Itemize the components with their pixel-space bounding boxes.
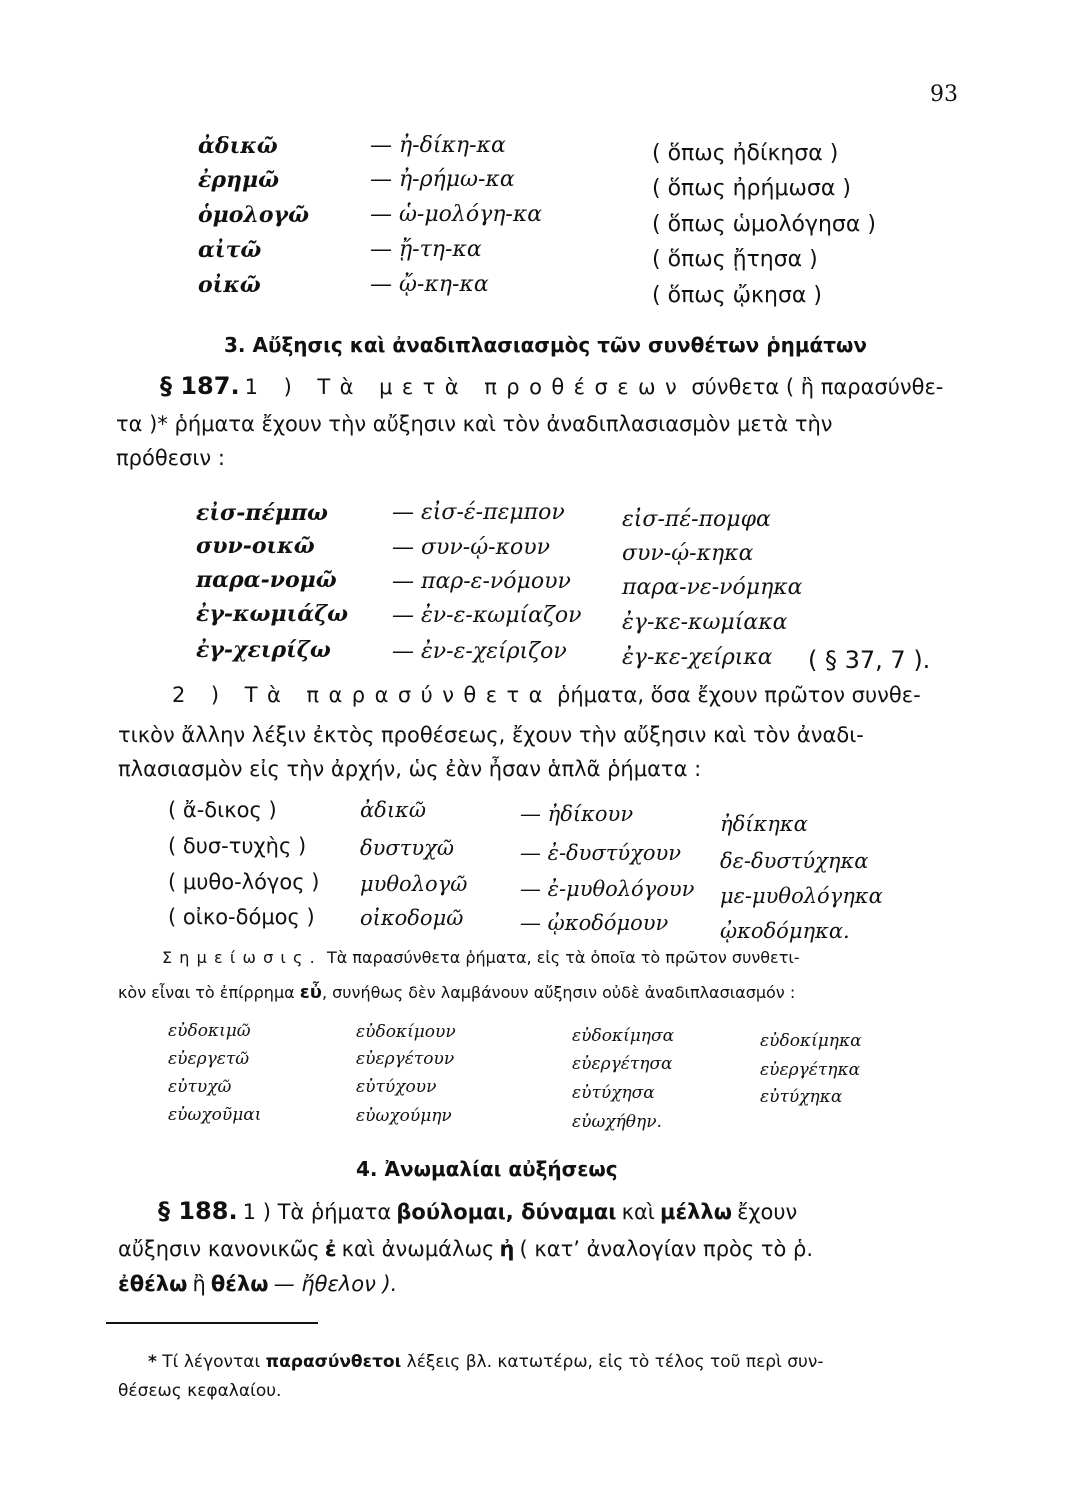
table-row-c1: ( οἰκο-δόμος ) <box>168 905 315 929</box>
table-row-c1: συν-οικῶ <box>196 533 315 559</box>
para-bold-text: ἐθέλω <box>118 1272 188 1296</box>
remark-line1 <box>162 948 800 967</box>
paragraph-188-line2 <box>118 1237 813 1261</box>
footnote-bold-text: παρασύνθετοι <box>265 1352 402 1372</box>
table-row-c1: εὐδοκιμῶ <box>168 1021 251 1041</box>
table-row-c2: εὐωχούμην <box>356 1106 452 1126</box>
table-row-c2: — εἰσ-έ-πεμπον <box>392 500 565 525</box>
table-row-c4: εὐδοκίμηκα <box>760 1031 862 1051</box>
para-bold-text: θέλω <box>210 1272 269 1296</box>
paragraph-188-line3 <box>118 1272 397 1296</box>
footnote-line1 <box>148 1352 823 1372</box>
para-text: σύνθετα ( ἢ παρασύνθε- <box>691 375 944 399</box>
page-number: 93 <box>930 82 958 107</box>
table-row-c3: — ᾠκοδόμουν <box>520 911 669 935</box>
table-row-c1: εὐεργετῶ <box>168 1049 250 1069</box>
paragraph-188-line1 <box>158 1197 797 1225</box>
table-row-form: — ἠ-δίκη-κα <box>370 133 506 158</box>
table-row-form: — ἠ-ρήμω-κα <box>370 167 515 192</box>
table-row-c3: παρα-νε-νόμηκα <box>622 575 803 600</box>
table-row-c1: ( ἄ-δικος ) <box>168 798 277 822</box>
table-row-note: ( ὅπως ᾔτησα ) <box>652 247 818 272</box>
table-row-c2: — ἐν-ε-χείριζον <box>392 639 567 664</box>
table-row-c2: — συν-ῴ-κουν <box>392 535 550 560</box>
table-row-c1: ( δυσ-τυχὴς ) <box>168 834 307 858</box>
table-row-note: ( ὅπως ἠρήμωσα ) <box>652 176 851 201</box>
table-row-c2: εὐτύχουν <box>356 1077 437 1097</box>
paragraph-2-line3: πλασιασμὸν εἰς τὴν ἀρχήν, ὡς ἐὰν ἦσαν ἁπλᾶ ῥήματα : <box>118 757 702 781</box>
section-heading-4: 4. Ἀνωμαλίαι αὐξήσεως <box>356 1157 618 1181</box>
para-text: — ἤθελον ). <box>273 1272 398 1296</box>
table-row-c4: εὐεργέτηκα <box>760 1060 861 1080</box>
para-text: ῥήματα, ὅσα ἔχουν πρῶτον συνθε- <box>556 683 921 707</box>
para-lead-spaced: 2 ) Τὰ παρασύνθετα <box>172 683 552 707</box>
table-row-c3: εὐεργέτησα <box>572 1054 673 1074</box>
section-number: § 187. <box>160 372 240 400</box>
table-row-c2: δυστυχῶ <box>360 836 454 860</box>
para-bold-text: βούλομαι, δύναμαι <box>396 1200 617 1224</box>
footnote-marker: * <box>148 1352 157 1372</box>
paragraph-187-line2: τα )* ῥήματα ἔχουν τὴν αὔξησιν καὶ τὸν ἀναδιπλασιασμὸν μετὰ τὴν <box>116 412 833 436</box>
table-row-c2: — ἐν-ε-κωμίαζον <box>392 603 582 628</box>
remark-text: κὸν εἶναι τὸ ἐπίρρημα <box>118 983 295 1002</box>
table-row-verb: οἰκῶ <box>198 272 261 298</box>
table-row-c2: οἰκοδομῶ <box>360 906 464 930</box>
cross-reference: ( § 37, 7 ). <box>808 646 931 674</box>
table-row-c3: εὐδοκίμησα <box>572 1026 675 1046</box>
para-lead-spaced: 1 ) Τὰ μετὰ προθέσεων <box>244 375 687 399</box>
table-row-c1: εὐτυχῶ <box>168 1077 232 1097</box>
para-text: καὶ ἀνωμάλως <box>341 1237 495 1261</box>
para-text: ἔχουν <box>737 1200 798 1224</box>
remark-text: , συνήθως δὲν λαμβάνουν αὔξησιν οὐδὲ ἀναδιπλασιασμόν : <box>321 983 796 1002</box>
table-row-c3: εἰσ-πέ-πομφα <box>622 507 771 532</box>
table-row-note: ( ὅπως ἠδίκησα ) <box>652 141 839 166</box>
footnote-line2: θέσεως κεφαλαίου. <box>118 1381 282 1401</box>
paragraph-2-line2: τικὸν ἄλλην λέξιν ἐκτὸς προθέσεως, ἔχουν τὴν αὔξησιν καὶ τὸν ἀναδι- <box>118 723 864 747</box>
table-row-form: — ᾔ-τη-κα <box>370 237 482 262</box>
table-row-verb: ἐρημῶ <box>198 167 280 193</box>
remark-text: Τὰ παρασύνθετα ῥήματα, εἰς τὰ ὁποῖα τὸ πρῶτον συνθετι- <box>327 948 800 967</box>
table-row-c2: εὐεργέτουν <box>356 1049 455 1069</box>
para-text: ( κατ’ ἀναλογίαν πρὸς τὸ ῥ. <box>519 1237 814 1261</box>
remark-bold-word: εὖ <box>299 982 322 1003</box>
table-row-c3: — ἐ-μυθολόγουν <box>520 877 695 901</box>
table-row-c4: ἠδίκηκα <box>720 812 808 836</box>
table-row-note: ( ὅπως ὡμολόγησα ) <box>652 212 876 237</box>
table-row-c3: — ἠδίκουν <box>520 802 634 826</box>
table-row-c2: μυθολογῶ <box>360 872 468 896</box>
para-bold-text: ἠ <box>499 1237 515 1261</box>
table-row-c4: εὐτύχηκα <box>760 1087 843 1107</box>
table-row-c3: εὐωχήθην. <box>572 1112 662 1132</box>
table-row-c3: εὐτύχησα <box>572 1083 655 1103</box>
table-row-c4: ᾠκοδόμηκα. <box>720 919 850 943</box>
paragraph-187-line1 <box>160 372 943 400</box>
para-text: αὔξησιν κανονικῶς <box>118 1237 320 1261</box>
table-row-c2: εὐδοκίμουν <box>356 1022 456 1042</box>
table-row-note: ( ὅπως ᾤκησα ) <box>652 283 822 308</box>
footnote-text: Τί λέγονται <box>162 1352 261 1372</box>
table-row-form: — ᾤ-κη-κα <box>370 272 489 297</box>
table-row-c3: ἐγ-κε-κωμίακα <box>622 610 788 635</box>
table-row-verb: ἀδικῶ <box>198 133 278 159</box>
table-row-c2: ἀδικῶ <box>360 798 426 822</box>
para-bold-text: ἐ <box>324 1237 337 1261</box>
table-row-verb: αἰτῶ <box>198 237 262 263</box>
table-row-c3: συν-ῴ-κηκα <box>622 541 754 566</box>
table-row-c1: εἰσ-πέμπω <box>196 500 328 526</box>
table-row-c3: ἐγ-κε-χείρικα <box>622 645 773 670</box>
para-text: ἢ <box>192 1272 206 1296</box>
remark-label: Σημείωσις. <box>162 948 322 967</box>
table-row-form: — ὡ-μολόγη-κα <box>370 202 543 227</box>
table-row-c1: ἐγ-κωμιάζω <box>196 601 349 627</box>
para-bold-text: μέλλω <box>660 1200 732 1224</box>
table-row-c1: ( μυθο-λόγος ) <box>168 870 320 894</box>
para-text: καὶ <box>621 1200 655 1224</box>
table-row-c2: — παρ-ε-νόμουν <box>392 569 571 594</box>
footnote-text: λέξεις βλ. κατωτέρω, εἰς τὸ τέλος τοῦ περὶ συν- <box>406 1352 824 1372</box>
section-heading-3: 3. Αὔξησις καὶ ἀναδιπλασιασμὸς τῶν συνθέτων ῥημάτων <box>224 333 868 357</box>
footnote-divider <box>106 1322 318 1324</box>
table-row-c4: δε-δυστύχηκα <box>720 849 869 873</box>
paragraph-2-line1 <box>172 683 921 707</box>
section-number: § 188. <box>158 1197 238 1225</box>
paragraph-187-line3: πρόθεσιν : <box>116 446 225 470</box>
table-row-verb: ὁμολογῶ <box>198 202 310 228</box>
table-row-c3: — ἐ-δυστύχουν <box>520 841 682 865</box>
table-row-c1: ἐγ-χειρίζω <box>196 637 331 663</box>
table-row-c4: με-μυθολόγηκα <box>720 884 883 908</box>
para-text: 1 ) Τὰ ῥήματα <box>242 1200 392 1224</box>
table-row-c1: εὐωχοῦμαι <box>168 1105 262 1125</box>
table-row-c1: παρα-νομῶ <box>196 567 337 593</box>
remark-line2 <box>118 982 795 1003</box>
